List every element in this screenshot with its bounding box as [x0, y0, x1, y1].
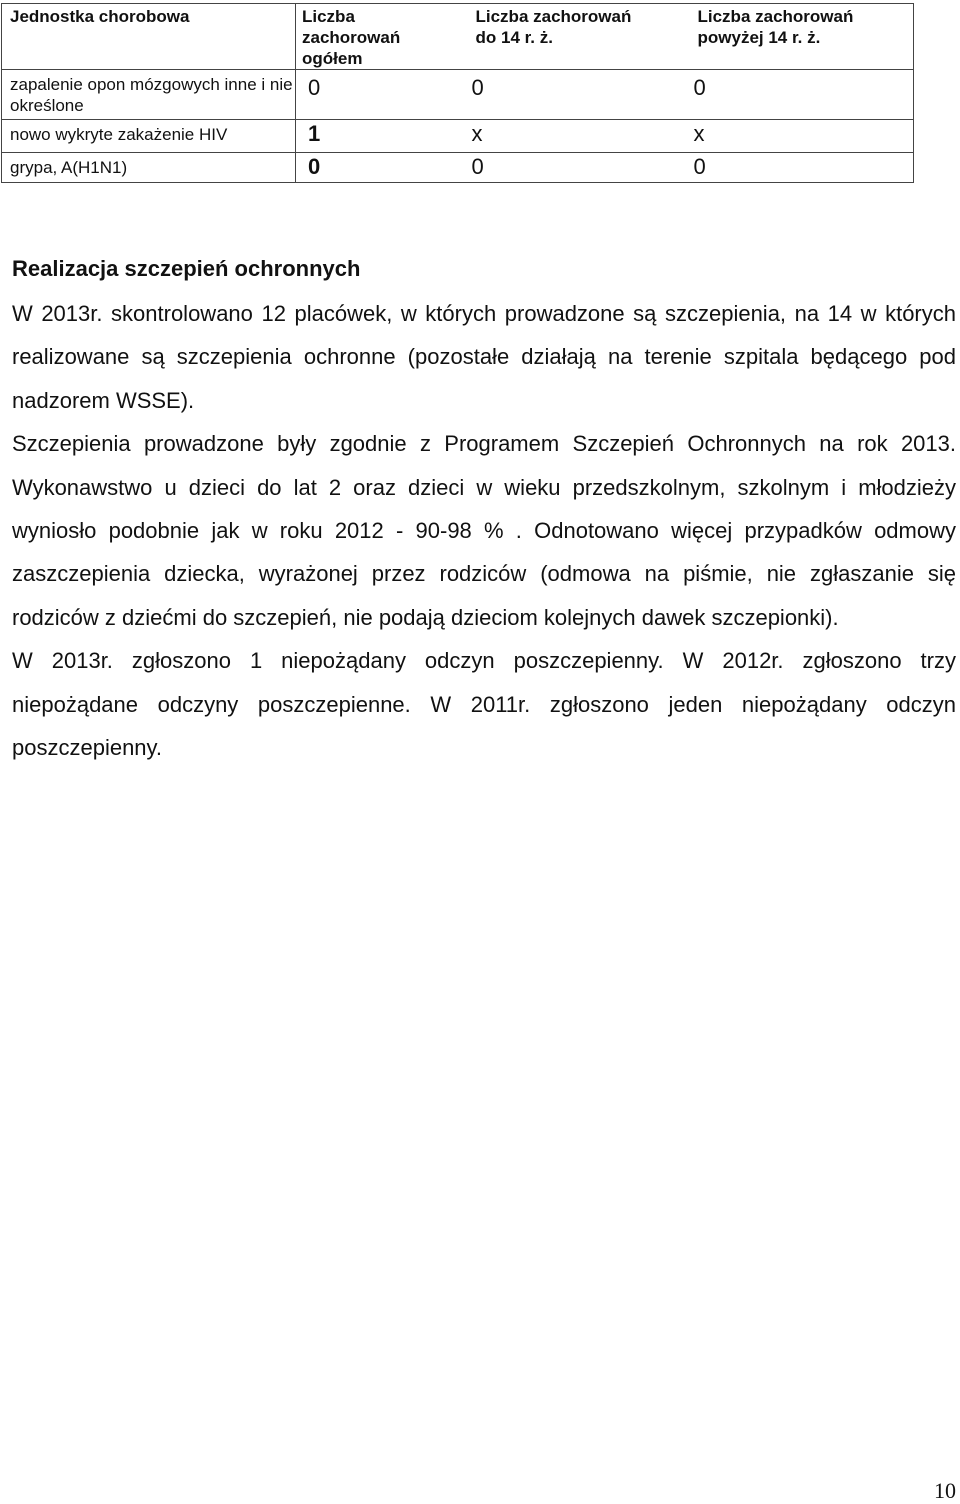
body-text [12, 292, 956, 769]
row-label: grypa, A(H1N1) [2, 153, 296, 183]
cell-total: 0 [296, 153, 468, 183]
header-over-14: Liczba zachorowań powyżej 14 r. ż. [690, 4, 914, 70]
table-header-row [2, 4, 914, 70]
cell-total: 0 [296, 70, 468, 120]
paragraph: W 2013r. skontrolowano 12 placówek, w których prowadzone są szczepienia, na 14 w których realizowane są szczepienia ochronne (pozostałe działają na terenie szpitala będącego pod nadzorem WSSE). [12, 301, 956, 413]
cell-over-14: x [690, 120, 914, 153]
cell-over-14: 0 [690, 70, 914, 120]
cell-under-14: x [468, 120, 690, 153]
table-row [2, 70, 914, 120]
header-total: Liczba zachorowań ogółem [296, 4, 468, 70]
header-under-14: Liczba zachorowań do 14 r. ż. [468, 4, 690, 70]
cell-under-14: 0 [468, 153, 690, 183]
table-row [2, 120, 914, 153]
cell-under-14: 0 [468, 70, 690, 120]
page-number: 10 [934, 1478, 956, 1503]
table-row [2, 153, 914, 183]
row-label: nowo wykryte zakażenie HIV [2, 120, 296, 153]
header-disease: Jednostka chorobowa [2, 4, 296, 70]
row-label: zapalenie opon mózgowych inne i nie określone [2, 70, 296, 120]
cell-total: 1 [296, 120, 468, 153]
paragraph: Szczepienia prowadzone były zgodnie z Programem Szczepień Ochronnych na rok 2013. Wykonawstwo u dzieci do lat 2 oraz dzieci w wieku przedszkolnym, szkolnym i młodzieży wyniosło podobnie jak w roku 2012 - 90-98 % . Odnotowano więcej przypadków odmowy zaszczepienia dziecka, wyrażonej przez rodziców (odmowa na piśmie, nie zgłaszanie się rodziców z dziećmi do szczepień, nie podają dzieciom kolejnych dawek szczepionki). [12, 431, 956, 630]
paragraph: W 2013r. zgłoszono 1 niepożądany odczyn poszczepienny. W 2012r. zgłoszono trzy niepożądane odczyny poszczepienne. W 2011r. zgłoszono jeden niepożądany odczyn poszczepienny. [12, 648, 956, 761]
section-title: Realizacja szczepień ochronnych [12, 256, 361, 281]
disease-table [1, 3, 914, 183]
cell-over-14: 0 [690, 153, 914, 183]
